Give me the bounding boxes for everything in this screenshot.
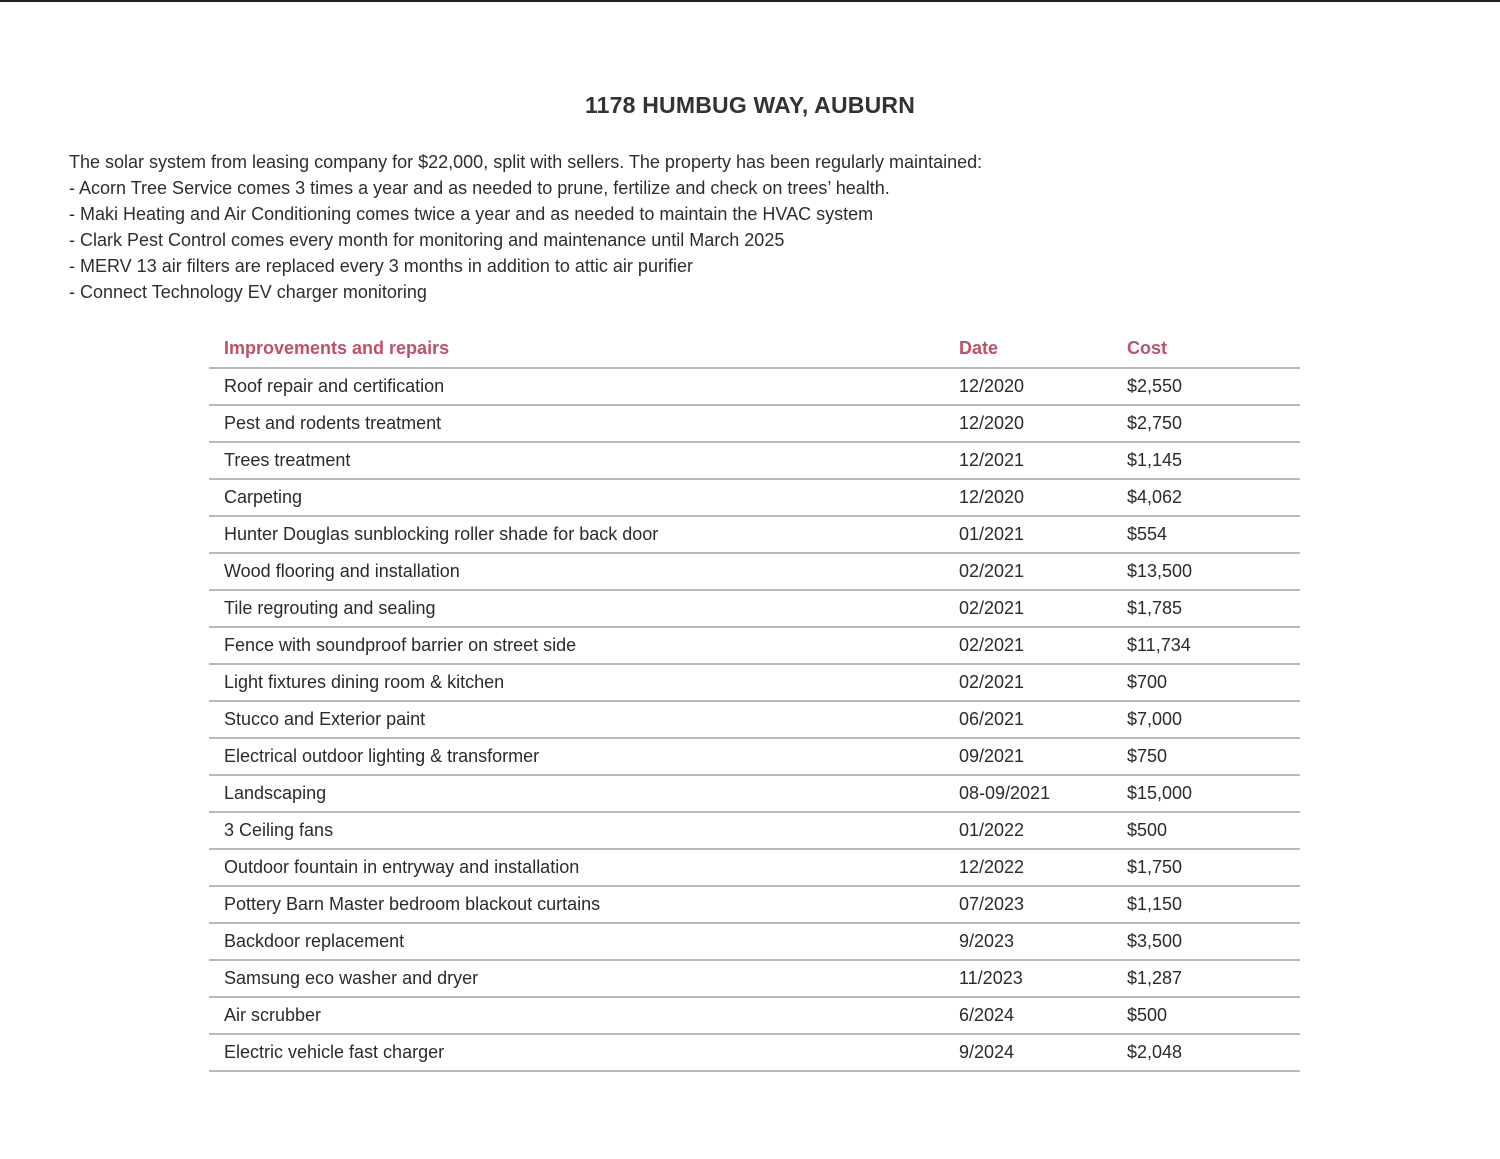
cell-item: Backdoor replacement (209, 923, 944, 960)
intro-section (69, 149, 1449, 305)
cell-date: 11/2023 (944, 960, 1112, 997)
cell-item: Roof repair and certification (209, 368, 944, 405)
table-row (209, 479, 1300, 516)
cell-cost: $2,750 (1112, 405, 1300, 442)
table-row (209, 553, 1300, 590)
column-header-date: Date (944, 330, 1112, 368)
cell-date: 9/2024 (944, 1034, 1112, 1071)
cell-date: 12/2021 (944, 442, 1112, 479)
cell-date: 02/2021 (944, 627, 1112, 664)
cell-item: Light fixtures dining room & kitchen (209, 664, 944, 701)
cell-item: Landscaping (209, 775, 944, 812)
table-row (209, 886, 1300, 923)
table-row (209, 442, 1300, 479)
table-row (209, 997, 1300, 1034)
table-row (209, 849, 1300, 886)
table-body (209, 368, 1300, 1071)
cell-date: 6/2024 (944, 997, 1112, 1034)
cell-item: Outdoor fountain in entryway and installation (209, 849, 944, 886)
cell-cost: $1,750 (1112, 849, 1300, 886)
cell-item: Air scrubber (209, 997, 944, 1034)
cell-cost: $13,500 (1112, 553, 1300, 590)
cell-item: Electric vehicle fast charger (209, 1034, 944, 1071)
cell-date: 09/2021 (944, 738, 1112, 775)
table-row (209, 627, 1300, 664)
cell-item: Stucco and Exterior paint (209, 701, 944, 738)
cell-cost: $700 (1112, 664, 1300, 701)
cell-item: Trees treatment (209, 442, 944, 479)
cell-item: Fence with soundproof barrier on street side (209, 627, 944, 664)
table-row (209, 960, 1300, 997)
maintenance-item: - Maki Heating and Air Conditioning comes twice a year and as needed to maintain the HVAC system (69, 201, 1449, 227)
maintenance-item: - MERV 13 air filters are replaced every 3 months in addition to attic air purifier (69, 253, 1449, 279)
cell-date: 06/2021 (944, 701, 1112, 738)
cell-cost: $554 (1112, 516, 1300, 553)
cell-date: 9/2023 (944, 923, 1112, 960)
cell-date: 08-09/2021 (944, 775, 1112, 812)
cell-cost: $1,785 (1112, 590, 1300, 627)
improvements-table (209, 330, 1300, 1072)
cell-item: 3 Ceiling fans (209, 812, 944, 849)
table-row (209, 923, 1300, 960)
intro-paragraph: The solar system from leasing company for $22,000, split with sellers. The property has been regularly maintained: (69, 152, 983, 172)
cell-cost: $500 (1112, 997, 1300, 1034)
table-row (209, 1034, 1300, 1071)
table-row (209, 664, 1300, 701)
table-row (209, 516, 1300, 553)
table-row (209, 590, 1300, 627)
cell-item: Pest and rodents treatment (209, 405, 944, 442)
maintenance-item: - Clark Pest Control comes every month for monitoring and maintenance until March 2025 (69, 227, 1449, 253)
column-header-cost: Cost (1112, 330, 1300, 368)
cell-cost: $1,150 (1112, 886, 1300, 923)
cell-cost: $11,734 (1112, 627, 1300, 664)
maintenance-item: - Acorn Tree Service comes 3 times a year and as needed to prune, fertilize and check on trees’ health. (69, 175, 1449, 201)
column-header-item: Improvements and repairs (209, 330, 944, 368)
table-row (209, 701, 1300, 738)
cell-cost: $1,287 (1112, 960, 1300, 997)
improvements-table-container (209, 330, 1300, 1072)
table-row (209, 368, 1300, 405)
cell-cost: $4,062 (1112, 479, 1300, 516)
maintenance-list (69, 175, 1449, 305)
cell-date: 07/2023 (944, 886, 1112, 923)
cell-item: Pottery Barn Master bedroom blackout curtains (209, 886, 944, 923)
cell-date: 02/2021 (944, 664, 1112, 701)
cell-date: 01/2021 (944, 516, 1112, 553)
cell-cost: $1,145 (1112, 442, 1300, 479)
table-row (209, 405, 1300, 442)
cell-item: Tile regrouting and sealing (209, 590, 944, 627)
cell-item: Electrical outdoor lighting & transformer (209, 738, 944, 775)
table-header-row (209, 330, 1300, 368)
table-row (209, 812, 1300, 849)
cell-date: 02/2021 (944, 590, 1112, 627)
cell-cost: $750 (1112, 738, 1300, 775)
cell-date: 12/2020 (944, 368, 1112, 405)
maintenance-item: - Connect Technology EV charger monitoring (69, 279, 1449, 305)
cell-item: Carpeting (209, 479, 944, 516)
table-row (209, 775, 1300, 812)
cell-cost: $7,000 (1112, 701, 1300, 738)
document-title: 1178 HUMBUG WAY, AUBURN (584, 92, 916, 118)
cell-date: 12/2022 (944, 849, 1112, 886)
table-row (209, 738, 1300, 775)
cell-cost: $2,550 (1112, 368, 1300, 405)
cell-cost: $2,048 (1112, 1034, 1300, 1071)
cell-cost: $500 (1112, 812, 1300, 849)
cell-date: 01/2022 (944, 812, 1112, 849)
cell-item: Samsung eco washer and dryer (209, 960, 944, 997)
cell-date: 12/2020 (944, 405, 1112, 442)
cell-item: Wood flooring and installation (209, 553, 944, 590)
cell-cost: $15,000 (1112, 775, 1300, 812)
cell-cost: $3,500 (1112, 923, 1300, 960)
cell-date: 02/2021 (944, 553, 1112, 590)
cell-item: Hunter Douglas sunblocking roller shade for back door (209, 516, 944, 553)
page-top-border (0, 0, 1500, 2)
cell-date: 12/2020 (944, 479, 1112, 516)
